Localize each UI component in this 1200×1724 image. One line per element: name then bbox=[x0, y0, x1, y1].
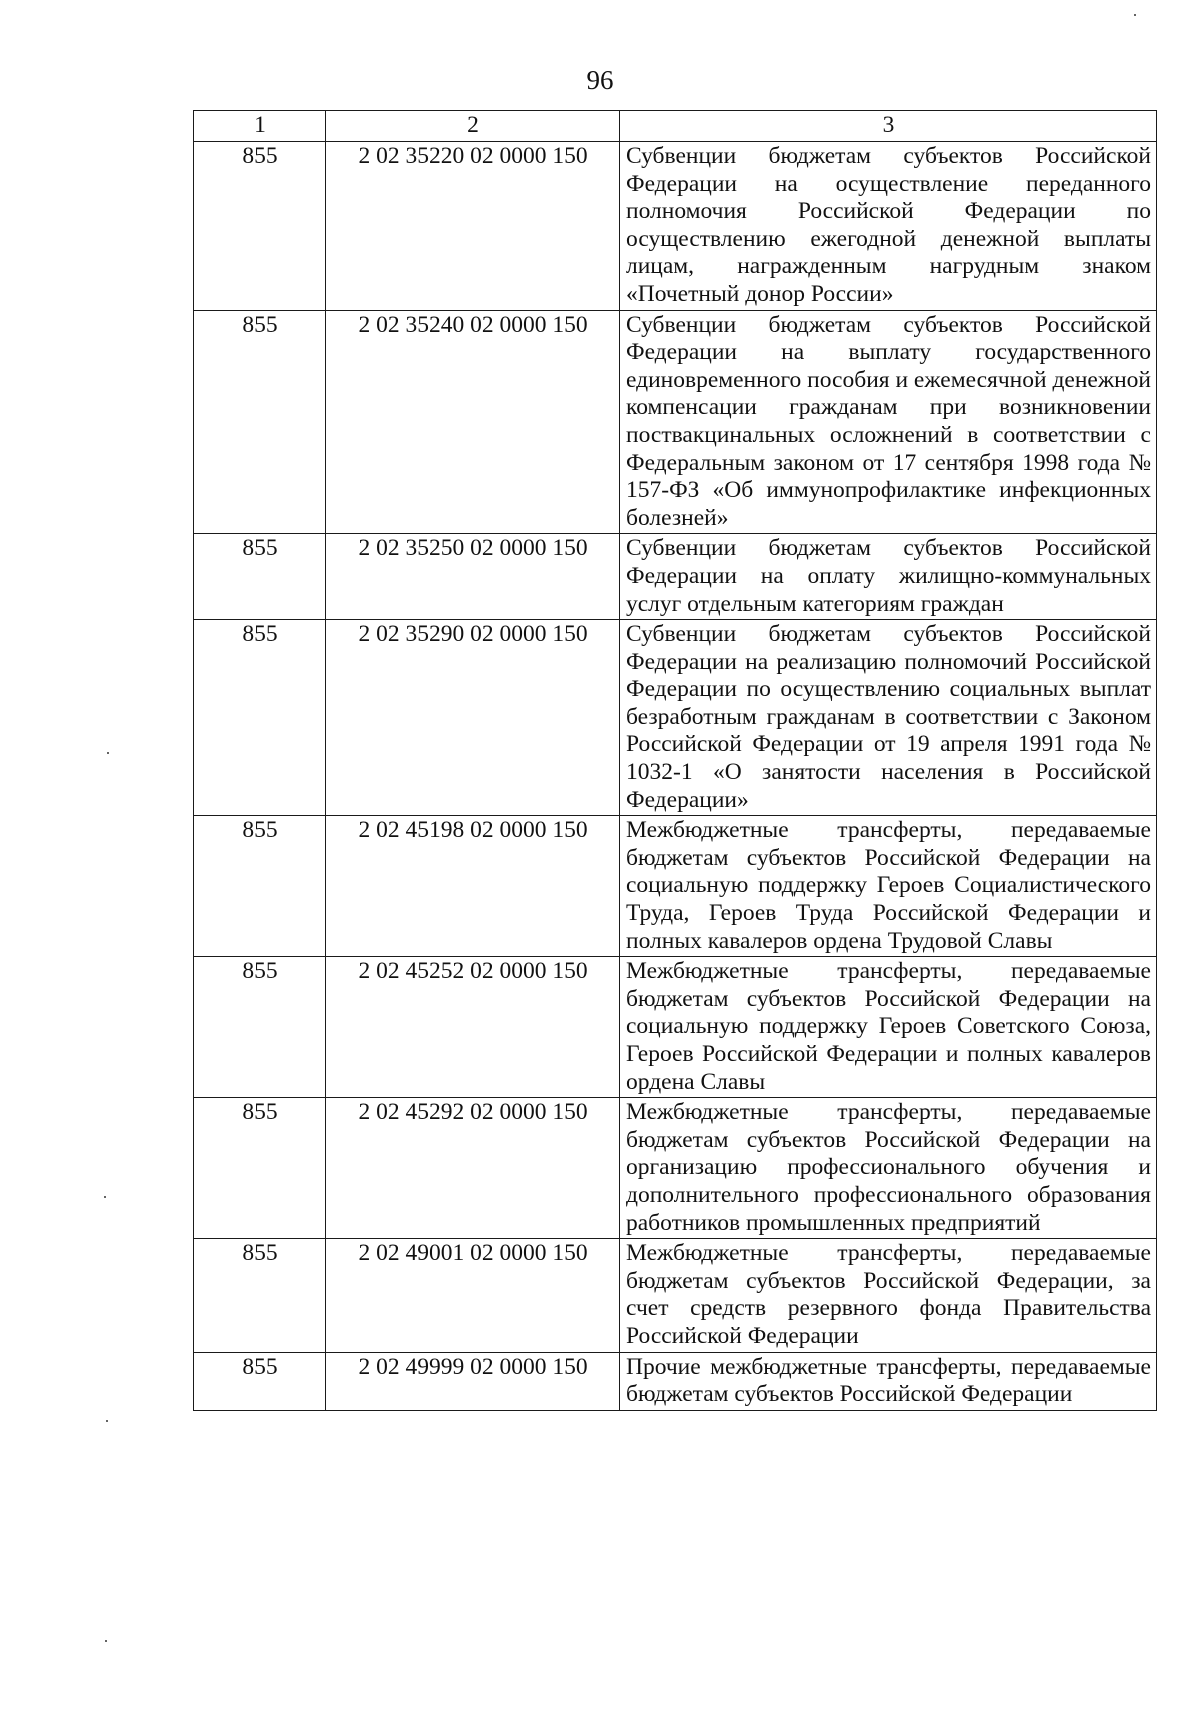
description-cell: Субвенции бюджетам субъектов Российской Федерации на оплату жилищно-коммунальных услуг отдельным категориям граждан bbox=[620, 534, 1157, 620]
column-header-2: 2 bbox=[326, 111, 620, 142]
budget-codes-table bbox=[193, 110, 1157, 1411]
admin-code-cell: 855 bbox=[194, 816, 326, 957]
admin-code-cell: 855 bbox=[194, 1239, 326, 1352]
budget-code-cell: 2 02 45292 02 0000 150 bbox=[326, 1098, 620, 1239]
admin-code-cell: 855 bbox=[194, 1352, 326, 1410]
admin-code-cell: 855 bbox=[194, 534, 326, 620]
scan-speck bbox=[104, 1196, 106, 1198]
table-row bbox=[194, 620, 1157, 816]
description-cell: Прочие межбюджетные трансферты, передаваемые бюджетам субъектов Российской Федерации bbox=[620, 1352, 1157, 1410]
budget-code-cell: 2 02 45252 02 0000 150 bbox=[326, 957, 620, 1098]
scan-speck bbox=[105, 1640, 107, 1642]
description-cell: Субвенции бюджетам субъектов Российской Федерации на выплату государственного единовременного пособия и ежемесячной денежной компенсации гражданам при возникновении поствакцинальных осложнений в соответствии с Федеральным законом от 17 сентября 1998 года № 157-ФЗ «Об иммунопрофилактике инфекционных болезней» bbox=[620, 310, 1157, 534]
table-row bbox=[194, 816, 1157, 957]
column-header-3: 3 bbox=[620, 111, 1157, 142]
scan-speck bbox=[107, 752, 109, 754]
admin-code-cell: 855 bbox=[194, 142, 326, 311]
budget-code-cell: 2 02 35220 02 0000 150 bbox=[326, 142, 620, 311]
budget-code-cell: 2 02 35250 02 0000 150 bbox=[326, 534, 620, 620]
table-row bbox=[194, 1239, 1157, 1352]
budget-code-cell: 2 02 49999 02 0000 150 bbox=[326, 1352, 620, 1410]
table-row bbox=[194, 310, 1157, 534]
description-cell: Межбюджетные трансферты, передаваемые бюджетам субъектов Российской Федерации на организацию профессионального обучения и дополнительного профессионального образования работников промышленных предприятий bbox=[620, 1098, 1157, 1239]
description-cell: Межбюджетные трансферты, передаваемые бюджетам субъектов Российской Федерации на социальную поддержку Героев Советского Союза, Героев Российской Федерации и полных кавалеров ордена Славы bbox=[620, 957, 1157, 1098]
description-cell: Субвенции бюджетам субъектов Российской Федерации на осуществление переданного полномочия Российской Федерации по осуществлению ежегодной денежной выплаты лицам, награжденным нагрудным знаком «Почетный донор России» bbox=[620, 142, 1157, 311]
page-number: 96 bbox=[586, 65, 614, 95]
budget-code-cell: 2 02 45198 02 0000 150 bbox=[326, 816, 620, 957]
description-cell: Межбюджетные трансферты, передаваемые бюджетам субъектов Российской Федерации, за счет средств резервного фонда Правительства Российской Федерации bbox=[620, 1239, 1157, 1352]
admin-code-cell: 855 bbox=[194, 620, 326, 816]
table-row bbox=[194, 957, 1157, 1098]
admin-code-cell: 855 bbox=[194, 310, 326, 534]
table-row bbox=[194, 1098, 1157, 1239]
budget-code-cell: 2 02 49001 02 0000 150 bbox=[326, 1239, 620, 1352]
table-row bbox=[194, 1352, 1157, 1410]
table-row bbox=[194, 142, 1157, 311]
description-cell: Субвенции бюджетам субъектов Российской Федерации на реализацию полномочий Российской Федерации по осуществлению социальных выплат безработным гражданам в соответствии с Законом Российской Федерации от 19 апреля 1991 года № 1032-1 «О занятости населения в Российской Федерации» bbox=[620, 620, 1157, 816]
table-row bbox=[194, 534, 1157, 620]
admin-code-cell: 855 bbox=[194, 957, 326, 1098]
scan-speck bbox=[106, 1420, 108, 1422]
description-cell: Межбюджетные трансферты, передаваемые бюджетам субъектов Российской Федерации на социальную поддержку Героев Социалистического Труда, Героев Труда Российской Федерации и полных кавалеров ордена Трудовой Славы bbox=[620, 816, 1157, 957]
scan-speck bbox=[1134, 14, 1136, 16]
admin-code-cell: 855 bbox=[194, 1098, 326, 1239]
budget-code-cell: 2 02 35290 02 0000 150 bbox=[326, 620, 620, 816]
column-header-1: 1 bbox=[194, 111, 326, 142]
table-header-row bbox=[194, 111, 1157, 142]
budget-code-cell: 2 02 35240 02 0000 150 bbox=[326, 310, 620, 534]
